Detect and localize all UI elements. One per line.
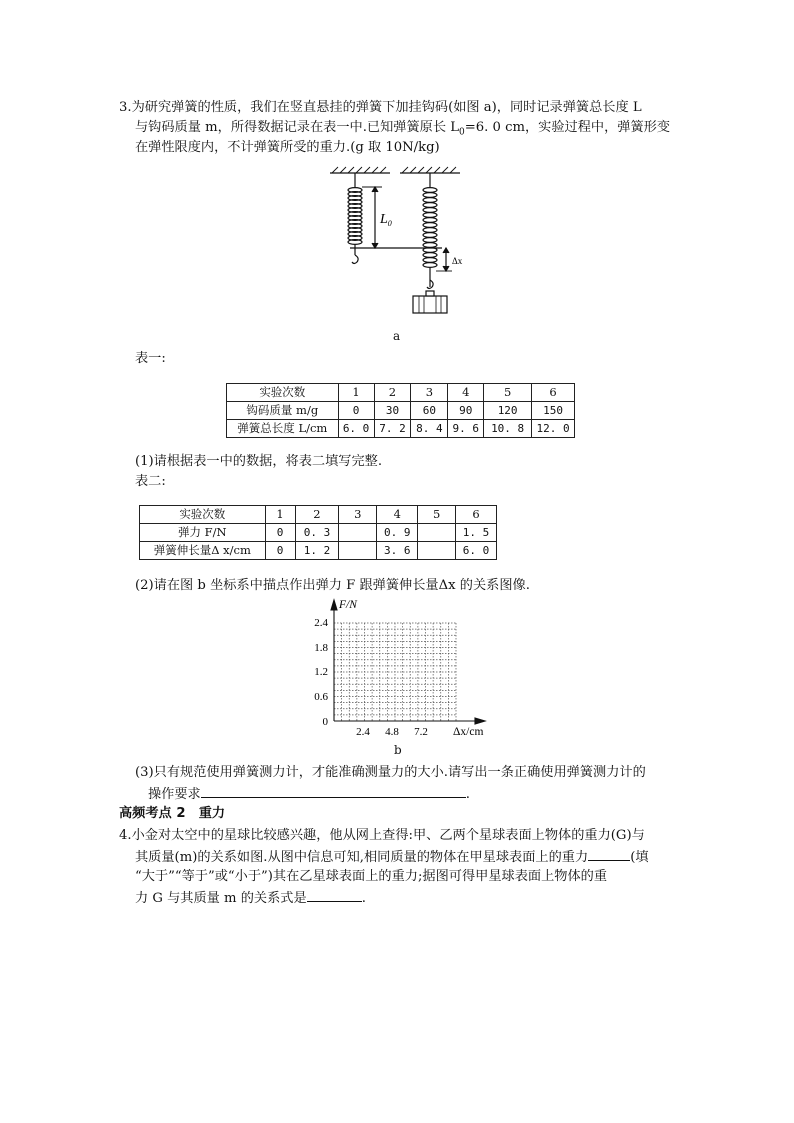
right-spring-coils <box>423 188 437 268</box>
table2-cell[interactable] <box>339 524 377 542</box>
part-3-period: . <box>465 787 470 802</box>
table2-row <box>140 542 497 560</box>
table1-cell: 9. 6 <box>448 420 484 438</box>
x-tick-2-4: 2.4 <box>356 726 370 738</box>
table2-cell: 0 <box>265 542 295 560</box>
table1-row-header: 实验次数 <box>227 384 339 402</box>
table2-cell: 0. 3 <box>295 524 339 542</box>
label-l0: $L_0$ <box>380 212 392 228</box>
table2-cell: 5 <box>418 506 456 524</box>
table1-cell: 12. 0 <box>532 420 575 438</box>
q4-line-2 <box>135 847 649 867</box>
table-1 <box>226 383 575 438</box>
table1-row <box>227 384 575 402</box>
q3-line-2-sub: 0 <box>458 127 465 138</box>
figure-a-springs <box>320 165 490 315</box>
table1-cell: 10. 8 <box>484 420 532 438</box>
y-axis-arrow <box>331 600 337 610</box>
table2-row <box>140 524 497 542</box>
q4-line-2-a: 其质量(m)的关系如图.从图中信息可知,相同质量的物体在甲星球表面上的重力 <box>135 850 589 865</box>
q4-period: . <box>361 891 366 906</box>
table1-row <box>227 420 575 438</box>
table2-cell: 0. 9 <box>377 524 418 542</box>
l0-arrow-up <box>372 187 378 192</box>
part-1-text: (1)请根据表一中的数据，将表二填写完整. <box>135 454 383 469</box>
x-tick-4-8: 4.8 <box>385 726 399 738</box>
left-spring-coils <box>348 188 362 245</box>
table1-cell: 60 <box>411 402 448 420</box>
table2-cell[interactable] <box>339 542 377 560</box>
table2-row-header: 实验次数 <box>140 506 266 524</box>
table1-cell: 120 <box>484 402 532 420</box>
part-2-text: (2)请在图 b 坐标系中描点作出弹力 F 跟弹簧伸长量Δx 的关系图像. <box>135 578 530 593</box>
table2-cell: 1 <box>265 506 295 524</box>
table1-row-header: 钩码质量 m/g <box>227 402 339 420</box>
part-3-prompt: 操作要求 <box>148 787 201 802</box>
hook-weight <box>413 296 447 313</box>
y-tick-1-8: 1.8 <box>314 642 328 654</box>
y-tick-2-4: 2.4 <box>314 617 328 629</box>
q4-blank-1[interactable] <box>588 847 630 861</box>
table1-cell: 3 <box>411 384 448 402</box>
part-3-line-2 <box>148 784 470 804</box>
table2-cell: 3. 6 <box>377 542 418 560</box>
q4-line-1: 4.小金对太空中的星球比较感兴趣，他从网上查得:甲、乙两个星球表面上物体的重力(G)与 <box>119 828 645 843</box>
left-hook <box>352 255 358 264</box>
table1-cell: 4 <box>448 384 484 402</box>
table1-cell: 0 <box>338 402 374 420</box>
q3-line-2-a: 与钩码质量 m，所得数据记录在表一中.已知弹簧原长 L <box>135 120 459 135</box>
weight-cap <box>426 291 434 296</box>
figure-b-graph <box>305 596 495 741</box>
part-3-line-1: (3)只有规范使用弹簧测力计，才能准确测量力的大小.请写出一条正确使用弹簧测力计的 <box>135 765 646 780</box>
table2-cell: 0 <box>265 524 295 542</box>
table2-cell: 1. 2 <box>295 542 339 560</box>
table2-cell: 4 <box>377 506 418 524</box>
table2-cell: 6 <box>456 506 497 524</box>
table2-title: 表二: <box>135 474 166 489</box>
dx-arrow-down <box>443 266 449 271</box>
right-ceiling-hatch <box>402 167 456 173</box>
dx-arrow-up <box>443 248 449 253</box>
l0-arrow-down <box>372 243 378 248</box>
y-tick-1-2: 1.2 <box>314 666 328 678</box>
q3-line-2-b: =6. 0 cm，实验过程中，弹簧形变 <box>464 120 671 135</box>
y-axis-label: F/N <box>339 599 357 611</box>
x-axis-arrow <box>475 718 485 724</box>
table1-cell: 1 <box>338 384 374 402</box>
table1-cell: 7. 2 <box>374 420 411 438</box>
part-3-answer-blank[interactable] <box>201 784 466 798</box>
table2-cell: 2 <box>295 506 339 524</box>
figure-b-caption: b <box>394 743 402 757</box>
q3-line-3: 在弹性限度内，不计弹簧所受的重力.(g 取 10N/kg) <box>135 140 440 155</box>
table2-cell[interactable] <box>418 524 456 542</box>
left-ceiling-hatch <box>332 167 386 173</box>
table1-title: 表一: <box>135 351 166 366</box>
table1-row <box>227 402 575 420</box>
y-tick-0: 0 <box>322 716 328 728</box>
table-2 <box>139 505 497 560</box>
q3-line-1: 3.为研究弹簧的性质，我们在竖直悬挂的弹簧下加挂钩码(如图 a)，同时记录弹簧总长度 L <box>119 100 642 115</box>
x-axis-label: Δx/cm <box>453 726 484 738</box>
q4-line-3: “大于”“等于”或“小于”)其在乙星球表面上的重力;据图可得甲星球表面上物体的重 <box>135 869 608 884</box>
table2-cell[interactable] <box>418 542 456 560</box>
table1-cell: 6. 0 <box>338 420 374 438</box>
table1-cell: 8. 4 <box>411 420 448 438</box>
table1-cell: 5 <box>484 384 532 402</box>
q4-line-4-a: 力 G 与其质量 m 的关系式是 <box>135 891 307 906</box>
table2-row-header: 弹力 F/N <box>140 524 266 542</box>
q4-blank-2[interactable] <box>307 888 362 902</box>
table1-cell: 150 <box>532 402 575 420</box>
table1-cell: 90 <box>448 402 484 420</box>
q4-line-4 <box>135 888 366 908</box>
figure-a-caption: a <box>393 329 401 343</box>
table2-cell: 6. 0 <box>456 542 497 560</box>
q4-line-2-b: (填 <box>630 850 649 865</box>
table1-cell: 2 <box>374 384 411 402</box>
x-tick-7-2: 7.2 <box>414 726 428 738</box>
table2-cell: 3 <box>339 506 377 524</box>
table1-row-header: 弹簧总长度 L/cm <box>227 420 339 438</box>
label-dx: Δx <box>452 256 463 266</box>
table1-cell: 30 <box>374 402 411 420</box>
section-heading: 高频考点 2 重力 <box>119 806 226 821</box>
table2-row <box>140 506 497 524</box>
grid-lines <box>334 623 456 721</box>
table2-row-header: 弹簧伸长量Δ x/cm <box>140 542 266 560</box>
table2-cell: 1. 5 <box>456 524 497 542</box>
y-tick-0-6: 0.6 <box>314 691 328 703</box>
table1-cell: 6 <box>532 384 575 402</box>
